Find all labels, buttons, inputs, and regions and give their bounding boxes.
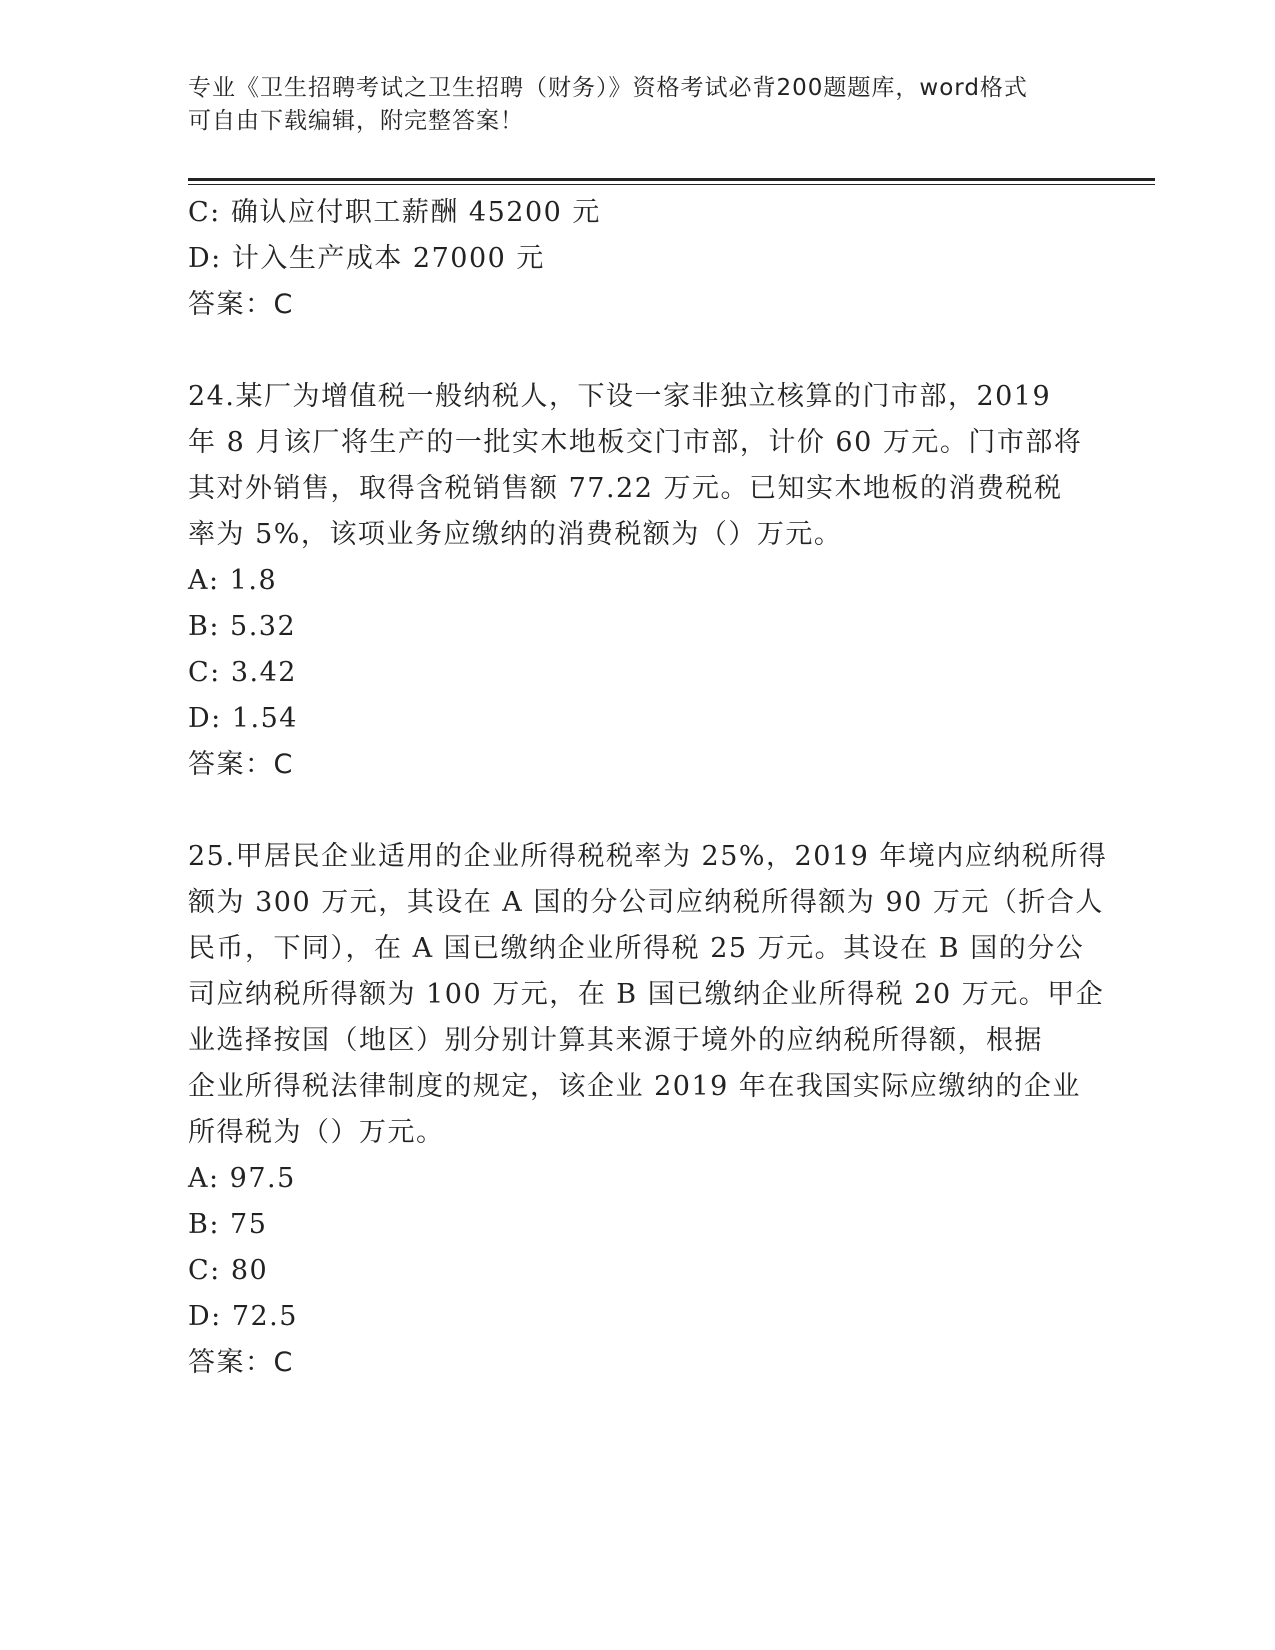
question-text-line: 年 8 月该厂将生产的一批实木地板交门市部，计价 60 万元。门市部将 [188, 427, 1083, 458]
option-d: D: 1.54 [188, 703, 298, 734]
option-d: D: 计入生产成本 27000 元 [188, 243, 545, 274]
option-a: A: 97.5 [188, 1163, 296, 1194]
spacer [188, 788, 1088, 834]
answer-line: 答案：C [188, 289, 294, 320]
question-text-line: 25.甲居民企业适用的企业所得税税率为 25%，2019 年境内应纳税所得 [188, 841, 1108, 872]
question-25 [188, 834, 1108, 1386]
document-header [188, 72, 1068, 138]
answer-line: 答案：C [188, 1347, 294, 1378]
question-text-line: 其对外销售，取得含税销售额 77.22 万元。已知实木地板的消费税税 [188, 473, 1063, 504]
spacer [188, 328, 1088, 374]
header-line-2: 可自由下载编辑，附完整答案！ [188, 108, 524, 134]
question-text-line: 司应纳税所得额为 100 万元，在 B 国已缴纳企业所得税 20 万元。甲企 [188, 979, 1105, 1010]
option-b: B: 5.32 [188, 611, 297, 642]
question-text-line: 所得税为（）万元。 [188, 1117, 445, 1148]
question-24 [188, 374, 1088, 788]
option-b: B: 75 [188, 1209, 268, 1240]
header-divider-thick [188, 178, 1155, 181]
document-body [188, 190, 1108, 1386]
question-text-line: 率为 5%，该项业务应缴纳的消费税额为（）万元。 [188, 519, 843, 550]
question-text-line: 24.某厂为增值税一般纳税人，下设一家非独立核算的门市部，2019 [188, 381, 1052, 412]
question-text-line: 企业所得税法律制度的规定，该企业 2019 年在我国实际应缴纳的企业 [188, 1071, 1081, 1102]
question-text-line: 业选择按国（地区）别分别计算其来源于境外的应纳税所得额，根据 [188, 1025, 1043, 1056]
option-a: A: 1.8 [188, 565, 278, 596]
answer-line: 答案：C [188, 749, 294, 780]
option-d: D: 72.5 [188, 1301, 298, 1332]
prev-question-block [188, 190, 1088, 328]
header-line-1: 专业《卫生招聘考试之卫生招聘（财务）》资格考试必背200题题库，word格式 [188, 75, 1028, 101]
option-c: C: 80 [188, 1255, 269, 1286]
option-c: C: 3.42 [188, 657, 297, 688]
question-text-line: 民币，下同），在 A 国已缴纳企业所得税 25 万元。其设在 B 国的分公 [188, 933, 1085, 964]
question-text-line: 额为 300 万元，其设在 A 国的分公司应纳税所得额为 90 万元（折合人 [188, 887, 1104, 918]
option-c: C: 确认应付职工薪酬 45200 元 [188, 197, 601, 228]
header-divider-thin [188, 184, 1155, 185]
